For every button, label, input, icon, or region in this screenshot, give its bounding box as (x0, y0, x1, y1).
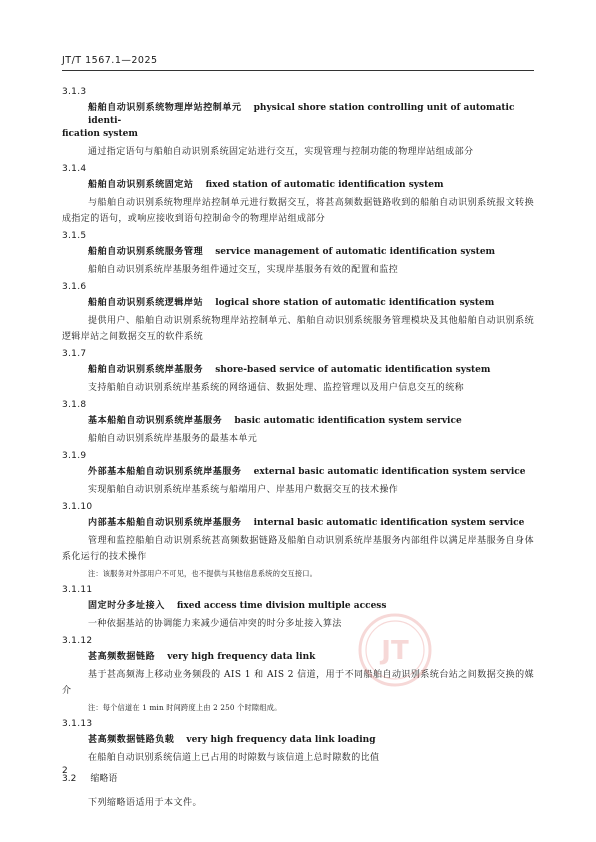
entry-term (62, 517, 534, 530)
definition-entry (62, 635, 534, 714)
term-zh: 船舶自动识别系统岸基服务 (88, 365, 204, 375)
term-zh: 固定时分多址接入 (88, 601, 165, 611)
entry-definition: 一种依据基站的协调能力来减少通信冲突的时分多址接入算法 (88, 619, 342, 629)
entry-definition: 通过指定语句与船舶自动识别系统固定站进行交互，实现管理与控制功能的物理岸站组成部分 (88, 147, 474, 157)
term-en: internal basic automatic identification system service (253, 518, 525, 528)
term-zh: 内部基本船舶自动识别系统岸基服务 (88, 518, 242, 528)
jt-watermark-seal (357, 612, 433, 688)
entry-term (62, 179, 534, 192)
term-en: shore-based service of automatic identification system (215, 365, 491, 375)
term-en: logical shore station of automatic identification system (215, 298, 495, 308)
section-title: 缩略语 (90, 774, 118, 784)
entry-number: 3.1.5 (62, 231, 87, 241)
entry-number: 3.1.4 (62, 164, 87, 174)
entry-note: 注：每个信道在 1 min 时间跨度上由 2 250 个时隙组成。 (88, 703, 282, 712)
entry-number: 3.1.10 (62, 502, 93, 512)
term-en: very high frequency data link loading (186, 735, 376, 745)
entry-definition: 在船舶自动识别系统信道上已占用的时隙数与该信道上总时隙数的比值 (88, 753, 380, 763)
term-en: fixed access time division multiple access (176, 601, 387, 611)
definition-entry (62, 584, 534, 632)
definition-entry (62, 399, 534, 447)
term-en: very high frequency data link (167, 652, 316, 662)
term-en: fixed station of automatic identification system (205, 180, 444, 190)
term-zh: 船舶自动识别系统逻辑岸站 (88, 298, 204, 308)
definition-entry (62, 163, 534, 227)
entry-number: 3.1.8 (62, 400, 87, 410)
watermark-text: JT (381, 636, 409, 666)
term-en-continued: fication system (62, 129, 138, 139)
term-zh: 基本船舶自动识别系统岸基服务 (88, 416, 223, 426)
term-zh: 船舶自动识别系统服务管理 (88, 247, 204, 257)
entry-term (62, 466, 534, 479)
term-zh: 甚高频数据链路 (88, 652, 156, 662)
entry-definition: 与船舶自动识别系统物理岸站控制单元进行数据交互，将甚高频数据链路收到的船舶自动识别系统报文转换成指定的语句，或响应接收到语句控制命令的物理岸站组成部分 (62, 198, 534, 224)
entry-term (62, 415, 534, 428)
definition-entry (62, 348, 534, 396)
entry-number: 3.1.11 (62, 585, 93, 595)
term-zh: 甚高频数据链路负载 (88, 735, 175, 745)
header-rule (62, 70, 534, 71)
term-zh: 外部基本船舶自动识别系统岸基服务 (88, 467, 242, 477)
entry-number: 3.1.6 (62, 282, 87, 292)
entry-number: 3.1.7 (62, 349, 87, 359)
definitions-body (62, 86, 534, 810)
entry-definition: 船舶自动识别系统岸基服务组件通过交互，实现岸基服务有效的配置和监控 (88, 265, 399, 275)
entry-number: 3.1.13 (62, 719, 93, 729)
definition-entry (62, 230, 534, 278)
entry-definition: 基于甚高频海上移动业务频段的 AIS 1 和 AIS 2 信道，用于不同船舶自动识别系统台站之间数据交换的媒介 (62, 670, 534, 696)
entry-definition: 管理和监控船舶自动识别系统甚高频数据链路及船舶自动识别系统岸基服务内部组件以满足岸基服务自身体系化运行的技术操作 (62, 536, 534, 562)
entry-note: 注：该服务对外部用户不可见，也不提供与其他信息系统的交互接口。 (88, 569, 318, 578)
term-en: basic automatic identification system service (234, 416, 462, 426)
definition-entry (62, 281, 534, 345)
entry-definition: 提供用户、船舶自动识别系统物理岸站控制单元、船舶自动识别系统服务管理模块及其他船舶自动识别系统逻辑岸站之间数据交互的软件系统 (62, 316, 534, 342)
entry-definition: 实现船舶自动识别系统岸基系统与船端用户、岸基用户数据交互的技术操作 (88, 485, 399, 495)
entry-term (62, 651, 534, 664)
definition-entry (62, 450, 534, 498)
entry-term (62, 364, 534, 377)
term-en: service management of automatic identification system (215, 247, 496, 257)
entry-term (62, 102, 534, 141)
definition-entry (62, 718, 534, 766)
section-intro: 下列缩略语适用于本文件。 (88, 798, 203, 808)
definition-entry (62, 501, 534, 580)
entry-number: 3.1.12 (62, 636, 93, 646)
term-en: external basic automatic identification system service (253, 467, 526, 477)
entry-definition: 支持船舶自动识别系统岸基系统的网络通信、数据处理、监控管理以及用户信息交互的统称 (88, 383, 465, 393)
term-zh: 船舶自动识别系统固定站 (88, 180, 194, 190)
entry-term (62, 600, 534, 613)
term-zh: 船舶自动识别系统物理岸站控制单元 (88, 103, 242, 113)
page-number: 2 (62, 766, 68, 776)
term-en: physical shore station controlling unit of automatic identi- (88, 103, 515, 126)
entry-number: 3.1.9 (62, 451, 87, 461)
entry-term (62, 734, 534, 747)
entry-definition: 船舶自动识别系统岸基服务的最基本单元 (88, 434, 258, 444)
entry-term (62, 297, 534, 310)
entry-term (62, 246, 534, 259)
standard-code: JT/T 1567.1—2025 (62, 55, 158, 66)
entry-number: 3.1.3 (62, 87, 87, 97)
section-heading (62, 772, 534, 786)
definition-entry (62, 86, 534, 160)
section-number: 3.2 (62, 774, 77, 784)
